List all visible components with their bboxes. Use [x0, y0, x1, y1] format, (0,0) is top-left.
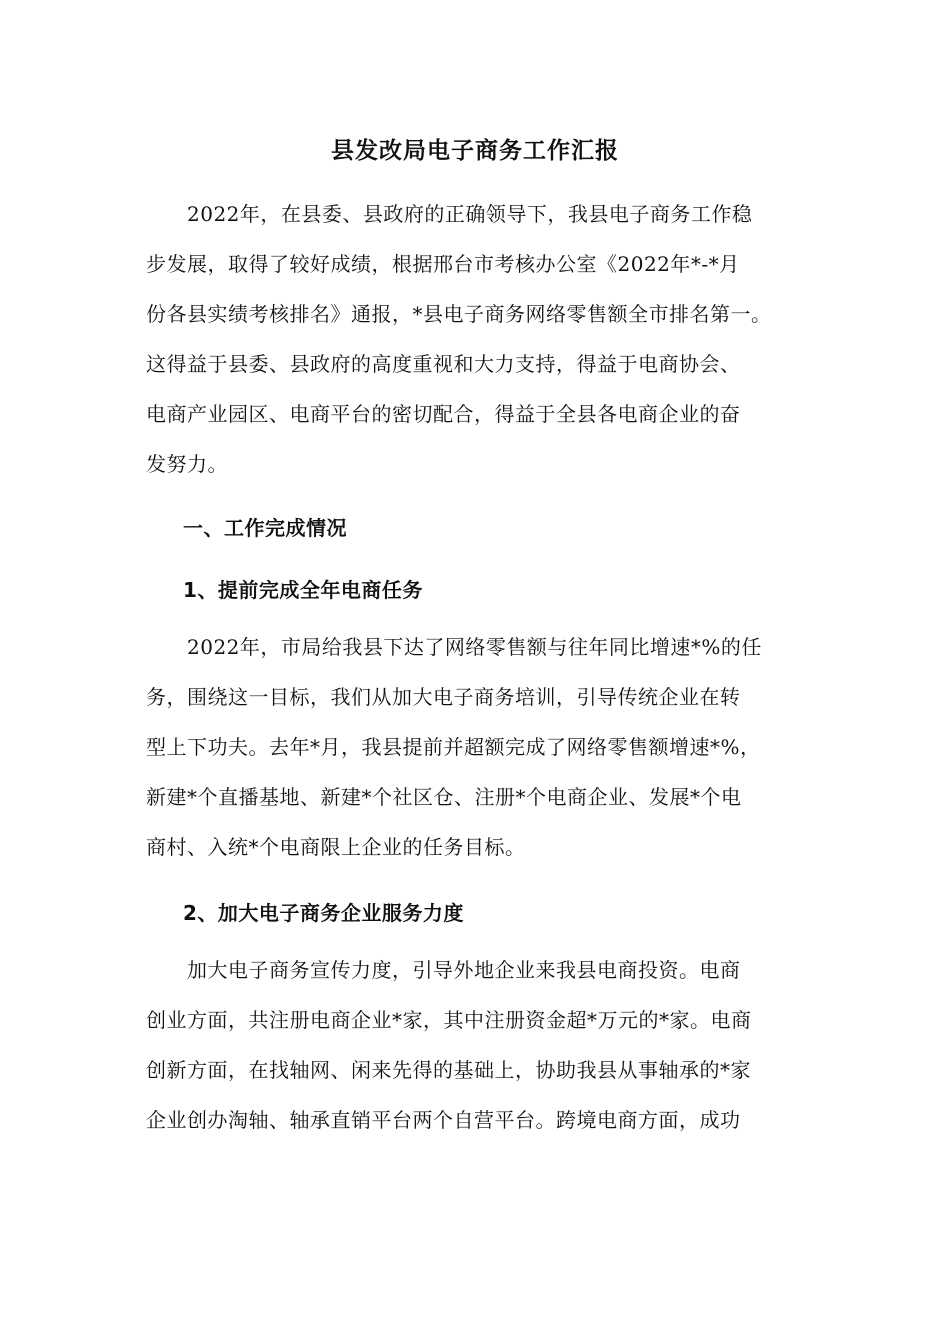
subsection-2-paragraph [146, 945, 806, 1145]
paragraph-line: 发努力。 [146, 452, 228, 476]
paragraph-line: 新建*个直播基地、新建*个社区仓、注册*个电商企业、发展*个电 [146, 785, 742, 809]
subsection-1-paragraph [146, 622, 806, 872]
paragraph-line: 创新方面，在找轴网、闲来先得的基础上，协助我县从事轴承的*家 [146, 1058, 751, 1082]
section-heading-work-completion: 一、工作完成情况 [183, 516, 347, 540]
paragraph-line: 企业创办淘轴、轴承直销平台两个自营平台。跨境电商方面，成功 [146, 1108, 741, 1132]
paragraph-line: 电商产业园区、电商平台的密切配合，得益于全县各电商企业的奋 [146, 402, 741, 426]
subsection-heading-2: 2、加大电子商务企业服务力度 [183, 901, 464, 925]
paragraph-line: 份各县实绩考核排名》通报，*县电子商务网络零售额全市排名第一。 [146, 302, 772, 326]
paragraph-line: 创业方面，共注册电商企业*家，其中注册资金超*万元的*家。电商 [146, 1008, 752, 1032]
document-title: 县发改局电子商务工作汇报 [331, 138, 619, 164]
paragraph-line: 型上下功夫。去年*月，我县提前并超额完成了网络零售额增速*%， [146, 735, 761, 759]
paragraph-line: 加大电子商务宣传力度，引导外地企业来我县电商投资。电商 [146, 958, 741, 982]
paragraph-line: 这得益于县委、县政府的高度重视和大力支持，得益于电商协会、 [146, 352, 741, 376]
paragraph-line: 2022年，市局给我县下达了网络零售额与往年同比增速*%的任 [146, 635, 762, 659]
intro-paragraph [146, 189, 806, 489]
paragraph-line: 2022年，在县委、县政府的正确领导下，我县电子商务工作稳 [146, 202, 753, 226]
paragraph-line: 步发展，取得了较好成绩，根据邢台市考核办公室《2022年*-*月 [146, 252, 740, 276]
subsection-heading-1: 1、提前完成全年电商任务 [183, 578, 423, 602]
paragraph-line: 商村、入统*个电商限上企业的任务目标。 [146, 835, 526, 859]
paragraph-line: 务，围绕这一目标，我们从加大电子商务培训，引导传统企业在转 [146, 685, 741, 709]
